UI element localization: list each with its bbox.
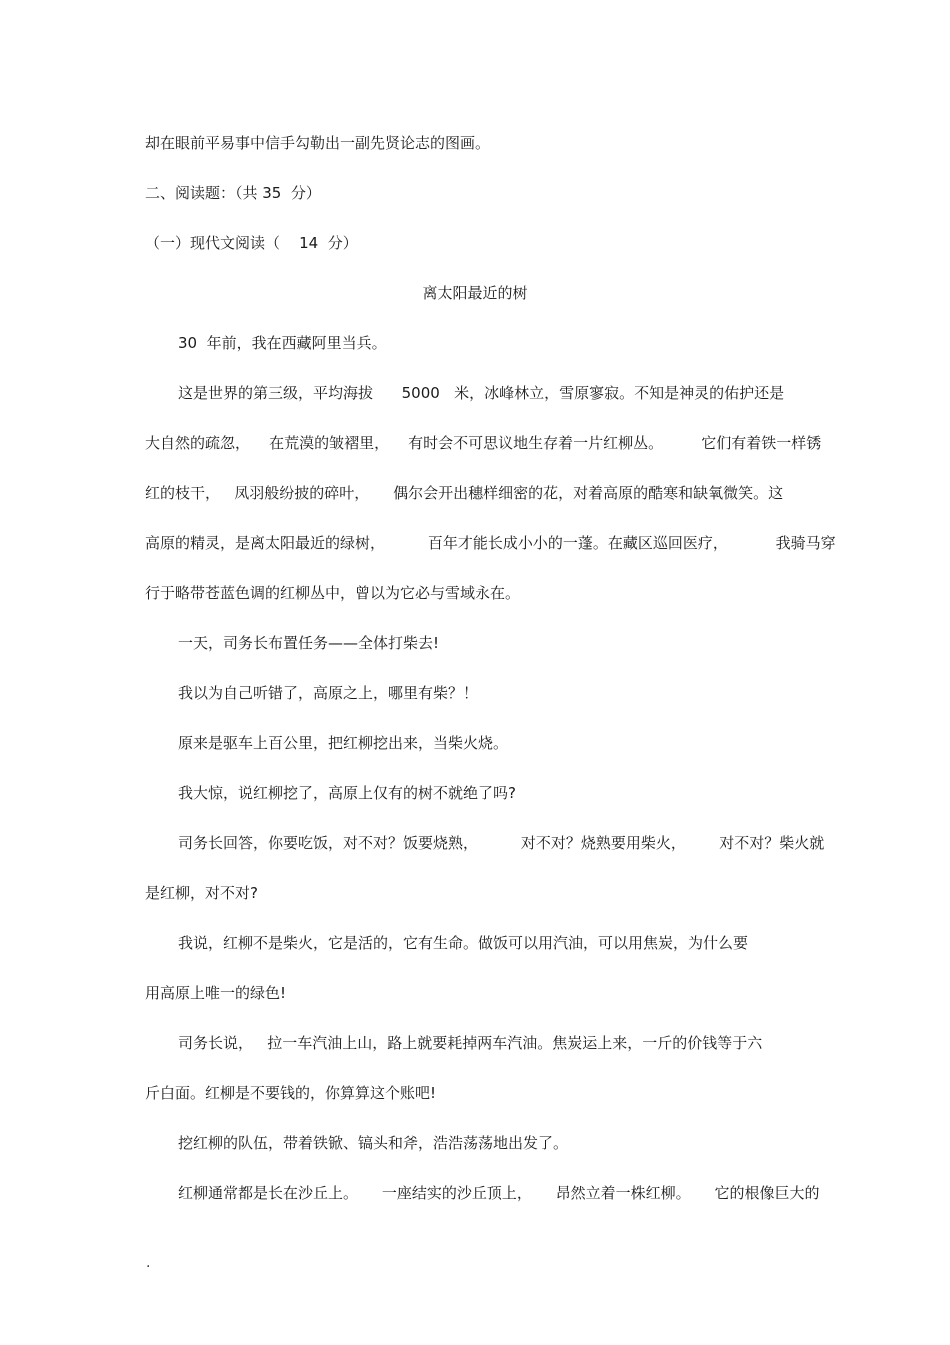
text-line: 一天，司务长布置任务——全体打柴去!	[178, 634, 440, 652]
subsection-heading: （一）现代文阅读（ 14 分）	[145, 234, 358, 252]
article-title: 离太阳最近的树	[422, 284, 528, 302]
text-line: 用高原上唯一的绿色!	[145, 984, 287, 1002]
text-line: 我以为自己听错了，高原之上，哪里有柴？！	[178, 684, 479, 702]
text-line: 我说，红柳不是柴火，它是活的，它有生命。做饭可以用汽油，可以用焦炭，为什么要	[178, 934, 749, 952]
text-line: 高原的精灵，是离太阳最近的绿树， 百年才能长成小小的一蓬。在藏区巡回医疗， 我骑马穿	[145, 534, 836, 552]
text-line: 司务长说， 拉一车汽油上山，路上就要耗掉两车汽油。焦炭运上来，一斤的价钱等于六	[178, 1034, 763, 1052]
text-line: 却在眼前平易事中信手勾勒出一副先贤论志的图画。	[145, 134, 491, 152]
text-line: 司务长回答，你要吃饭，对不对？饭要烧熟， 对不对？烧熟要用柴火， 对不对？柴火就	[178, 834, 825, 852]
text-line: 原来是驱车上百公里，把红柳挖出来，当柴火烧。	[178, 734, 509, 752]
page-footer-mark: .	[146, 1255, 151, 1271]
text-line: 30 年前，我在西藏阿里当兵。	[178, 334, 387, 352]
text-line: 行于略带苍蓝色调的红柳丛中，曾以为它必与雪域永在。	[145, 584, 521, 602]
text-line: 红柳通常都是长在沙丘上。 一座结实的沙丘顶上， 昂然立着一株红柳。 它的根像巨大的	[178, 1184, 820, 1202]
section-heading: 二、阅读题：（共 35 分）	[145, 184, 321, 202]
text-line: 是红柳，对不对?	[145, 884, 258, 902]
text-line: 挖红柳的队伍，带着铁锨、镐头和斧，浩浩荡荡地出发了。	[178, 1134, 569, 1152]
text-line: 大自然的疏忽， 在荒漠的皱褶里， 有时会不可思议地生存着一片红柳丛。 它们有着铁一样锈	[145, 434, 822, 452]
text-line: 斤白面。红柳是不要钱的，你算算这个账吧!	[145, 1084, 437, 1102]
text-line: 这是世界的第三级，平均海拔 5000 米，冰峰林立，雪原寥寂。不知是神灵的佑护还是	[178, 384, 785, 402]
text-line: 我大惊，说红柳挖了，高原上仅有的树不就绝了吗?	[178, 784, 516, 802]
text-line: 红的枝干， 凤羽般纷披的碎叶， 偶尔会开出穗样细密的花，对着高原的酷寒和缺氧微笑。这	[145, 484, 784, 502]
